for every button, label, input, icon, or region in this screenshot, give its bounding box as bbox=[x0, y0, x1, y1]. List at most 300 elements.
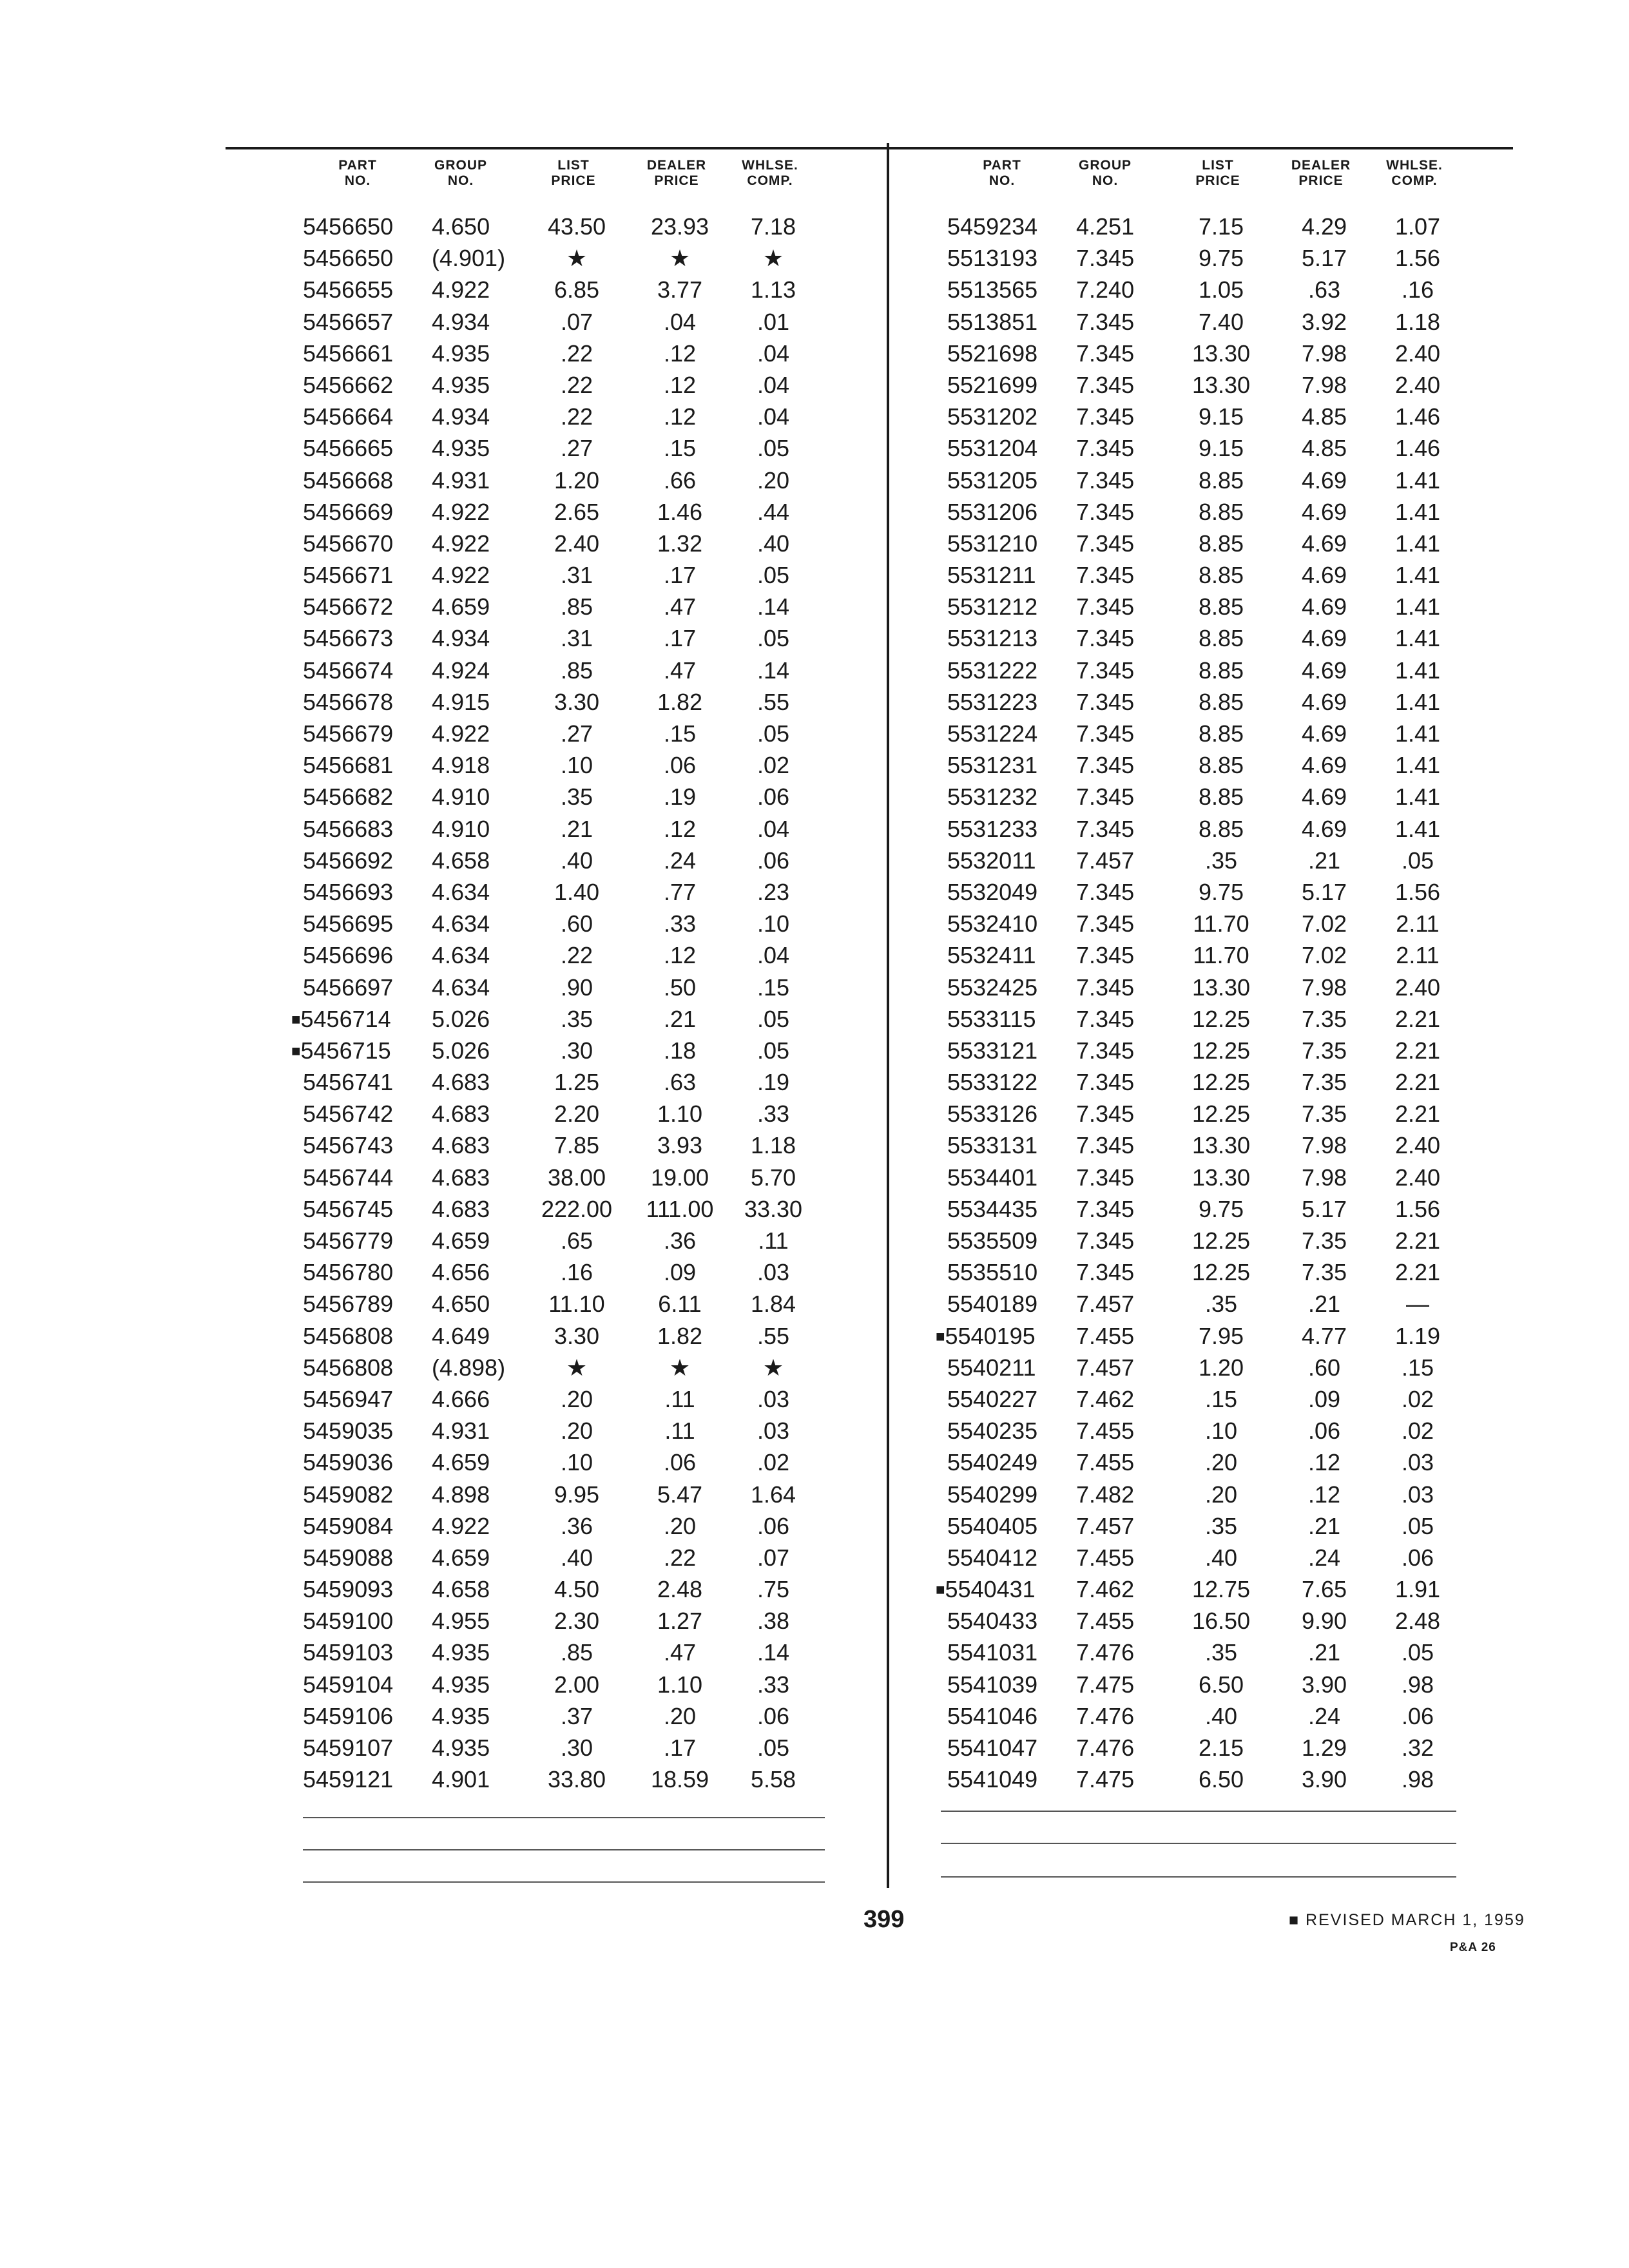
list-price-cell: .07 bbox=[560, 308, 593, 335]
whlse-comp-cell: .04 bbox=[757, 815, 790, 842]
list-price-cell: .22 bbox=[560, 403, 593, 430]
whlse-comp-cell: 1.18 bbox=[1394, 308, 1441, 335]
group-number-cell: 7.345 bbox=[1076, 657, 1135, 684]
whlse-comp-cell: .15 bbox=[1401, 1354, 1434, 1381]
list-price-cell: 2.00 bbox=[554, 1671, 600, 1698]
table-row bbox=[284, 465, 851, 496]
group-number-cell: 4.934 bbox=[432, 625, 490, 652]
dealer-price-cell: 4.69 bbox=[1301, 466, 1347, 494]
part-number-cell: 5533122 bbox=[947, 1069, 1038, 1096]
dealer-price-cell: 6.11 bbox=[658, 1291, 702, 1318]
whlse-comp-cell: .05 bbox=[757, 1037, 790, 1064]
part-number-cell: 5541049 bbox=[947, 1766, 1038, 1793]
whlse-comp-cell: .75 bbox=[757, 1576, 790, 1603]
group-number-cell: 7.345 bbox=[1076, 308, 1135, 335]
dealer-price-cell: 4.29 bbox=[1301, 213, 1347, 240]
whlse-comp-cell: .20 bbox=[757, 466, 790, 494]
list-price-cell: 8.85 bbox=[1198, 625, 1244, 652]
group-number-cell: 4.935 bbox=[432, 1639, 490, 1666]
part-number-cell: 5456670 bbox=[303, 530, 394, 557]
group-number-cell: 7.476 bbox=[1076, 1702, 1135, 1729]
whlse-comp-cell: 1.56 bbox=[1394, 245, 1441, 272]
header-group-no: GROUP NO. bbox=[434, 158, 487, 188]
list-price-cell: 8.85 bbox=[1198, 498, 1244, 525]
list-price-cell: .35 bbox=[1204, 847, 1238, 874]
list-price-cell: 13.30 bbox=[1191, 371, 1251, 398]
group-number-cell: 7.455 bbox=[1076, 1544, 1135, 1571]
group-number-cell: 7.345 bbox=[1076, 1259, 1135, 1286]
part-number-cell: 5540412 bbox=[947, 1544, 1038, 1571]
table-row bbox=[284, 338, 851, 369]
list-price-cell: .35 bbox=[1204, 1512, 1238, 1539]
table-row bbox=[928, 1637, 1495, 1668]
header-dealer-price: DEALER PRICE bbox=[646, 158, 707, 188]
dealer-price-cell: 2.48 bbox=[657, 1576, 703, 1603]
whlse-comp-cell: .14 bbox=[757, 593, 790, 620]
whlse-comp-cell: .32 bbox=[1401, 1735, 1434, 1761]
dealer-price-cell: 4.69 bbox=[1301, 562, 1347, 589]
list-price-cell: .40 bbox=[1204, 1702, 1238, 1729]
list-price-cell: 7.85 bbox=[554, 1132, 600, 1159]
list-price-cell: 6.85 bbox=[554, 276, 600, 303]
table-row bbox=[928, 1573, 1495, 1605]
whlse-comp-cell: 2.48 bbox=[1394, 1608, 1441, 1635]
part-number-cell: 5456664 bbox=[303, 403, 394, 430]
group-number-cell: 7.345 bbox=[1076, 942, 1135, 969]
whlse-comp-cell: .16 bbox=[1401, 276, 1434, 303]
dealer-price-cell: 4.69 bbox=[1301, 815, 1347, 842]
part-number-cell: 5459093 bbox=[303, 1576, 394, 1603]
group-number-cell: 7.455 bbox=[1076, 1322, 1135, 1349]
part-number-cell: 5459036 bbox=[303, 1449, 394, 1476]
table-row bbox=[928, 528, 1495, 559]
group-number-cell: 7.476 bbox=[1076, 1735, 1135, 1761]
revised-note: ■ REVISED MARCH 1, 1959 bbox=[1289, 1911, 1525, 1929]
list-price-cell: .30 bbox=[560, 1037, 593, 1064]
dealer-price-cell: .15 bbox=[663, 720, 697, 747]
group-number-cell: 7.475 bbox=[1076, 1766, 1135, 1793]
part-number-cell: 5456672 bbox=[303, 593, 394, 620]
table-row bbox=[284, 1129, 851, 1161]
part-number-cell: 5456669 bbox=[303, 498, 394, 525]
table-row bbox=[928, 1732, 1495, 1763]
group-number-cell: 7.345 bbox=[1076, 435, 1135, 462]
table-row bbox=[284, 496, 851, 528]
part-number-cell: 5531232 bbox=[947, 783, 1038, 811]
whlse-comp-cell: .05 bbox=[757, 1005, 790, 1032]
group-number-cell: 7.345 bbox=[1076, 1100, 1135, 1128]
dealer-price-cell: .21 bbox=[1307, 847, 1341, 874]
table-row bbox=[284, 622, 851, 654]
list-price-cell: 12.25 bbox=[1191, 1005, 1251, 1032]
group-number-cell: 7.457 bbox=[1076, 1512, 1135, 1539]
dealer-price-cell: 5.17 bbox=[1301, 1195, 1347, 1222]
list-price-cell: .40 bbox=[560, 1544, 593, 1571]
blank-rule bbox=[303, 1881, 825, 1883]
dealer-price-cell: 1.10 bbox=[657, 1100, 703, 1128]
part-number-cell bbox=[291, 1003, 401, 1035]
whlse-comp-cell: 2.40 bbox=[1394, 340, 1441, 367]
dealer-price-cell: 4.85 bbox=[1301, 403, 1347, 430]
group-number-cell: 4.934 bbox=[432, 308, 490, 335]
list-price-cell: 9.15 bbox=[1198, 435, 1244, 462]
table-row bbox=[284, 369, 851, 401]
list-price-cell: 12.25 bbox=[1191, 1259, 1251, 1286]
group-number-cell: 7.462 bbox=[1076, 1385, 1135, 1412]
list-price-cell: 1.20 bbox=[554, 466, 600, 494]
part-number-cell: 5540235 bbox=[947, 1418, 1038, 1445]
group-number-cell: 7.345 bbox=[1076, 910, 1135, 937]
part-number-cell: 5531231 bbox=[947, 752, 1038, 779]
dealer-price-cell: 3.77 bbox=[657, 276, 703, 303]
group-number-cell: 7.345 bbox=[1076, 688, 1135, 715]
group-number-cell: (4.901) bbox=[432, 245, 506, 272]
group-number-cell: 7.345 bbox=[1076, 625, 1135, 652]
table-row bbox=[928, 718, 1495, 749]
whlse-comp-cell: .55 bbox=[757, 1322, 790, 1349]
part-number-cell: 5456742 bbox=[303, 1100, 394, 1128]
whlse-comp-cell: 1.19 bbox=[1394, 1322, 1441, 1349]
table-row bbox=[928, 813, 1495, 845]
list-price-cell: 8.85 bbox=[1198, 466, 1244, 494]
whlse-comp-cell: 1.41 bbox=[1394, 720, 1441, 747]
whlse-comp-cell: 1.41 bbox=[1394, 815, 1441, 842]
list-price-cell: .85 bbox=[560, 593, 593, 620]
whlse-comp-cell: .06 bbox=[757, 1512, 790, 1539]
whlse-comp-cell: .05 bbox=[757, 625, 790, 652]
table-row bbox=[928, 242, 1495, 274]
blank-rule bbox=[941, 1811, 1456, 1812]
blank-rule bbox=[303, 1817, 825, 1818]
whlse-comp-cell: 2.21 bbox=[1394, 1100, 1441, 1128]
part-number-cell: 5456697 bbox=[303, 974, 394, 1001]
group-number-cell: 4.683 bbox=[432, 1164, 490, 1191]
list-price-cell: .85 bbox=[560, 1639, 593, 1666]
dealer-price-cell: .12 bbox=[663, 340, 697, 367]
part-number-cell: 5541046 bbox=[947, 1702, 1038, 1729]
dealer-price-cell: .06 bbox=[663, 752, 697, 779]
group-number-cell: 7.345 bbox=[1076, 1195, 1135, 1222]
part-number-cell: 5456650 bbox=[303, 213, 394, 240]
group-number-cell: 4.634 bbox=[432, 942, 490, 969]
revised-mark-icon: ■ bbox=[291, 1010, 301, 1028]
part-number-cell: 5456678 bbox=[303, 688, 394, 715]
table-row bbox=[928, 1129, 1495, 1161]
whlse-comp-cell: .06 bbox=[757, 847, 790, 874]
revised-mark-icon: ■ bbox=[936, 1327, 945, 1345]
part-number-cell: 5456695 bbox=[303, 910, 394, 937]
header-part-no: PART NO. bbox=[338, 158, 377, 188]
part-number-cell: 5456674 bbox=[303, 657, 394, 684]
list-price-cell: .40 bbox=[1204, 1544, 1238, 1571]
whlse-comp-cell: .14 bbox=[757, 657, 790, 684]
list-price-cell: .35 bbox=[1204, 1639, 1238, 1666]
group-number-cell: 7.345 bbox=[1076, 1005, 1135, 1032]
dealer-price-cell: .12 bbox=[1307, 1449, 1341, 1476]
center-column-rule bbox=[887, 143, 889, 1888]
dealer-price-cell: .17 bbox=[663, 1735, 697, 1761]
list-price-cell: 8.85 bbox=[1198, 815, 1244, 842]
part-number-cell: 5532410 bbox=[947, 910, 1038, 937]
whlse-comp-cell: .15 bbox=[757, 974, 790, 1001]
dealer-price-cell: 4.69 bbox=[1301, 783, 1347, 811]
list-price-cell: .27 bbox=[560, 720, 593, 747]
group-number-cell: 4.935 bbox=[432, 1735, 490, 1761]
table-row bbox=[284, 1256, 851, 1288]
part-number-cell: 5456657 bbox=[303, 308, 394, 335]
part-number-cell: 5532425 bbox=[947, 974, 1038, 1001]
dealer-price-cell: .17 bbox=[663, 562, 697, 589]
part-number-cell: 5456808 bbox=[303, 1354, 394, 1381]
group-number-cell: 4.683 bbox=[432, 1100, 490, 1128]
table-row bbox=[928, 1256, 1495, 1288]
whlse-comp-cell: 2.21 bbox=[1394, 1069, 1441, 1096]
dealer-price-cell: .20 bbox=[663, 1702, 697, 1729]
list-price-cell: .65 bbox=[560, 1227, 593, 1254]
list-price-cell: 43.50 bbox=[547, 213, 606, 240]
list-price-cell: .22 bbox=[560, 942, 593, 969]
group-number-cell: 7.345 bbox=[1076, 1037, 1135, 1064]
table-row bbox=[284, 718, 851, 749]
dealer-price-cell: .36 bbox=[663, 1227, 697, 1254]
dealer-price-cell: 7.65 bbox=[1301, 1576, 1347, 1603]
list-price-cell: 12.25 bbox=[1191, 1227, 1251, 1254]
part-number-cell: 5459107 bbox=[303, 1735, 394, 1761]
whlse-comp-cell: .06 bbox=[1401, 1702, 1434, 1729]
dealer-price-cell: 5.47 bbox=[657, 1481, 703, 1508]
whlse-comp-cell: .55 bbox=[757, 688, 790, 715]
dealer-price-cell: .06 bbox=[1307, 1418, 1341, 1445]
part-number-cell: 5531211 bbox=[947, 562, 1036, 589]
list-price-cell: 9.75 bbox=[1198, 1195, 1244, 1222]
whlse-comp-cell: ★ bbox=[762, 245, 784, 272]
dealer-price-cell: 111.00 bbox=[646, 1195, 714, 1222]
dealer-price-cell: 7.98 bbox=[1301, 974, 1347, 1001]
table-row bbox=[284, 242, 851, 274]
dealer-price-cell: .12 bbox=[1307, 1481, 1341, 1508]
group-number-cell: 7.345 bbox=[1076, 340, 1135, 367]
dealer-price-cell: .17 bbox=[663, 625, 697, 652]
list-price-cell: 12.25 bbox=[1191, 1069, 1251, 1096]
part-number-cell: 5531202 bbox=[947, 403, 1038, 430]
whlse-comp-cell: 1.18 bbox=[750, 1132, 796, 1159]
list-price-cell: .10 bbox=[560, 1449, 593, 1476]
group-number-cell: 4.683 bbox=[432, 1195, 490, 1222]
part-number-cell: 5540433 bbox=[947, 1608, 1038, 1635]
group-number-cell: 7.345 bbox=[1076, 1227, 1135, 1254]
part-number-cell: 5456744 bbox=[303, 1164, 394, 1191]
dealer-price-cell: .21 bbox=[663, 1005, 697, 1032]
table-row bbox=[928, 1098, 1495, 1129]
whlse-comp-cell: 2.40 bbox=[1394, 1164, 1441, 1191]
whlse-comp-cell: 1.46 bbox=[1394, 403, 1441, 430]
table-row bbox=[928, 749, 1495, 781]
part-number-cell: 5456745 bbox=[303, 1195, 394, 1222]
table-row bbox=[928, 369, 1495, 401]
list-price-cell: 1.05 bbox=[1198, 276, 1244, 303]
whlse-comp-cell: 1.41 bbox=[1394, 562, 1441, 589]
whlse-comp-cell: 1.41 bbox=[1394, 466, 1441, 494]
table-row bbox=[284, 1732, 851, 1763]
whlse-comp-cell: 2.21 bbox=[1394, 1259, 1441, 1286]
table-row bbox=[928, 1003, 1495, 1035]
dealer-price-cell: .24 bbox=[1307, 1702, 1341, 1729]
left-table-rows bbox=[284, 211, 851, 1795]
table-row bbox=[928, 465, 1495, 496]
table-row bbox=[928, 655, 1495, 686]
group-number-cell: 4.658 bbox=[432, 1576, 490, 1603]
group-number-cell: 4.910 bbox=[432, 783, 490, 811]
whlse-comp-cell: .04 bbox=[757, 371, 790, 398]
dealer-price-cell: .77 bbox=[663, 878, 697, 905]
list-price-cell: .31 bbox=[560, 562, 593, 589]
part-number-cell: 5456681 bbox=[303, 752, 394, 779]
dealer-price-cell: 7.98 bbox=[1301, 1132, 1347, 1159]
list-price-cell: .20 bbox=[1204, 1481, 1238, 1508]
whlse-comp-cell: 1.13 bbox=[750, 276, 796, 303]
header-whlse-comp: WHLSE. COMP. bbox=[742, 158, 798, 188]
table-row bbox=[284, 908, 851, 939]
group-number-cell: 7.345 bbox=[1076, 815, 1135, 842]
list-price-cell: .36 bbox=[560, 1512, 593, 1539]
dealer-price-cell: .12 bbox=[663, 371, 697, 398]
dealer-price-cell: ★ bbox=[669, 1354, 691, 1381]
part-number-cell: 5531213 bbox=[947, 625, 1038, 652]
group-number-cell: 4.898 bbox=[432, 1481, 490, 1508]
dealer-price-cell: 18.59 bbox=[650, 1766, 709, 1793]
list-price-cell: 1.40 bbox=[554, 878, 600, 905]
dealer-price-cell: 7.98 bbox=[1301, 371, 1347, 398]
dealer-price-cell: 5.17 bbox=[1301, 245, 1347, 272]
table-row bbox=[284, 401, 851, 432]
dealer-price-cell: 4.69 bbox=[1301, 657, 1347, 684]
table-row bbox=[284, 1542, 851, 1573]
dealer-price-cell: 4.85 bbox=[1301, 435, 1347, 462]
table-row bbox=[928, 876, 1495, 908]
table-row bbox=[284, 1288, 851, 1320]
dealer-price-cell: 4.69 bbox=[1301, 530, 1347, 557]
dealer-price-cell: 5.17 bbox=[1301, 878, 1347, 905]
right-table-header bbox=[928, 158, 1495, 211]
table-row bbox=[284, 813, 851, 845]
header-whlse-comp: WHLSE. COMP. bbox=[1386, 158, 1443, 188]
dealer-price-cell: .19 bbox=[663, 783, 697, 811]
list-price-cell: .30 bbox=[560, 1735, 593, 1761]
group-number-cell: 4.649 bbox=[432, 1322, 490, 1349]
dealer-price-cell: 4.69 bbox=[1301, 498, 1347, 525]
whlse-comp-cell: 1.41 bbox=[1394, 688, 1441, 715]
table-row bbox=[928, 1320, 1495, 1352]
list-price-cell: 222.00 bbox=[541, 1195, 613, 1222]
part-number-cell: 5456671 bbox=[303, 562, 394, 589]
whlse-comp-cell: 2.11 bbox=[1396, 942, 1440, 969]
list-price-cell: .37 bbox=[560, 1702, 593, 1729]
table-row bbox=[284, 686, 851, 718]
group-number-cell: 4.935 bbox=[432, 371, 490, 398]
whlse-comp-cell: .03 bbox=[757, 1385, 790, 1412]
table-row bbox=[284, 1162, 851, 1193]
whlse-comp-cell: 2.21 bbox=[1394, 1005, 1441, 1032]
dealer-price-cell: .09 bbox=[663, 1259, 697, 1286]
table-row bbox=[284, 876, 851, 908]
part-number-cell: 5456743 bbox=[303, 1132, 394, 1159]
dealer-price-cell: .50 bbox=[663, 974, 697, 1001]
part-number-cell: 5456679 bbox=[303, 720, 394, 747]
whlse-comp-cell: 2.21 bbox=[1394, 1227, 1441, 1254]
dealer-price-cell: .47 bbox=[663, 593, 697, 620]
dealer-price-cell: .09 bbox=[1307, 1385, 1341, 1412]
blank-rule bbox=[941, 1876, 1456, 1878]
table-row bbox=[928, 1700, 1495, 1732]
dealer-price-cell: .60 bbox=[1307, 1354, 1341, 1381]
part-number-cell: 5459103 bbox=[303, 1639, 394, 1666]
table-row bbox=[928, 338, 1495, 369]
dealer-price-cell: 9.90 bbox=[1301, 1608, 1347, 1635]
dealer-price-cell: .24 bbox=[1307, 1544, 1341, 1571]
part-number-cell: 5533131 bbox=[947, 1132, 1038, 1159]
table-row bbox=[928, 908, 1495, 939]
group-number-cell: 4.659 bbox=[432, 1449, 490, 1476]
whlse-comp-cell: .10 bbox=[757, 910, 790, 937]
revised-mark-icon: ■ bbox=[291, 1042, 301, 1060]
list-price-cell: 8.85 bbox=[1198, 720, 1244, 747]
dealer-price-cell: .12 bbox=[663, 942, 697, 969]
part-number-cell: 5521699 bbox=[947, 371, 1038, 398]
table-row bbox=[284, 1415, 851, 1446]
whlse-comp-cell: 1.56 bbox=[1394, 878, 1441, 905]
group-number-cell: 5.026 bbox=[432, 1005, 490, 1032]
group-number-cell: 7.345 bbox=[1076, 466, 1135, 494]
whlse-comp-cell: .07 bbox=[757, 1544, 790, 1571]
dealer-price-cell: 1.27 bbox=[657, 1608, 703, 1635]
whlse-comp-cell: .06 bbox=[757, 1702, 790, 1729]
dealer-price-cell: .21 bbox=[1307, 1512, 1341, 1539]
part-number-cell: 5531222 bbox=[947, 657, 1038, 684]
part-number-cell: 5459035 bbox=[303, 1418, 394, 1445]
part-number-cell: 5459121 bbox=[303, 1766, 394, 1793]
whlse-comp-cell: .98 bbox=[1401, 1766, 1434, 1793]
dealer-price-cell: 4.69 bbox=[1301, 752, 1347, 779]
list-price-cell: .16 bbox=[560, 1259, 593, 1286]
table-row bbox=[928, 591, 1495, 622]
table-row bbox=[284, 655, 851, 686]
group-number-cell: 4.924 bbox=[432, 657, 490, 684]
group-number-cell: 4.656 bbox=[432, 1259, 490, 1286]
group-number-cell: 4.683 bbox=[432, 1069, 490, 1096]
table-row bbox=[284, 1637, 851, 1668]
dealer-price-cell: .66 bbox=[663, 466, 697, 494]
part-number-cell: 5540211 bbox=[947, 1354, 1036, 1381]
dealer-price-cell: .11 bbox=[664, 1418, 695, 1445]
part-number-cell: 5456661 bbox=[303, 340, 394, 367]
dealer-price-cell: 4.69 bbox=[1301, 720, 1347, 747]
list-price-cell: .10 bbox=[1204, 1418, 1238, 1445]
table-row bbox=[284, 1035, 851, 1066]
dealer-price-cell: .47 bbox=[663, 1639, 697, 1666]
group-number-cell: 4.935 bbox=[432, 340, 490, 367]
part-number-text: 5456714 bbox=[300, 1005, 391, 1032]
list-price-cell: .20 bbox=[1204, 1449, 1238, 1476]
list-price-cell: 2.30 bbox=[554, 1608, 600, 1635]
table-row bbox=[928, 1446, 1495, 1478]
part-number-cell bbox=[936, 1320, 1045, 1352]
dealer-price-cell: .24 bbox=[663, 847, 697, 874]
part-number-cell: 5456665 bbox=[303, 435, 394, 462]
whlse-comp-cell: .03 bbox=[757, 1418, 790, 1445]
part-number-cell: 5459084 bbox=[303, 1512, 394, 1539]
header-part-no: PART NO. bbox=[983, 158, 1021, 188]
table-row bbox=[928, 1763, 1495, 1795]
